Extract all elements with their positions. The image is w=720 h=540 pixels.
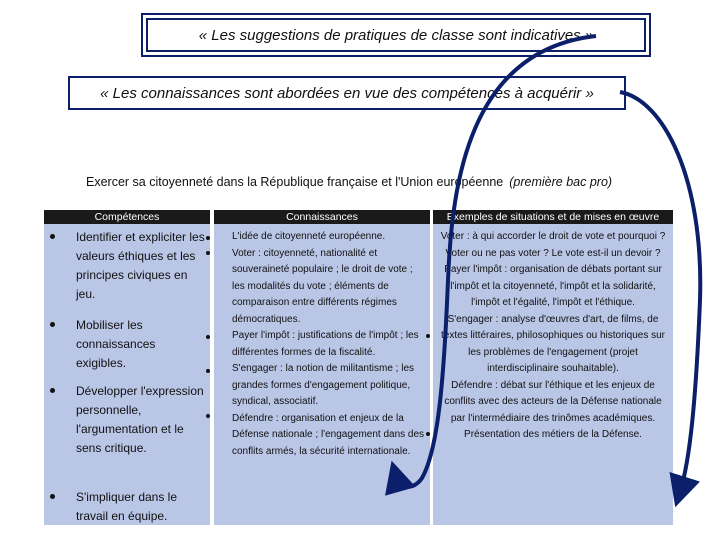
connaissance-item: Défendre : organisation et enjeux de la Défense nationale ; l'engagement dans des conflits armés, la sécurité internationale. bbox=[232, 412, 425, 457]
competence-text: S'impliquer dans le travail en équipe. bbox=[76, 490, 178, 523]
competence-text: Mobiliser les connaissances exigibles. bbox=[76, 318, 156, 370]
exemple-item: Défendre : débat sur l'éthique et les enjeux de conflits avec des acteurs de la Défense nationale par l'intermédiaire des trinômes académiques. Présentation des métiers de la Défense. bbox=[444, 379, 662, 440]
exemple-item: S'engager : analyse d'œuvres d'art, de films, de textes littéraires, philosophiques ou historiques sur les problèmes de l'engagement (projet interdisciplinaire souhaitable). bbox=[440, 313, 665, 374]
top-banner-text: « Les suggestions de pratiques de classe sont indicatives » bbox=[198, 26, 594, 44]
connaissance-item: Voter : citoyenneté, nationalité et souveraineté populaire ; le droit de vote ; les modalités du vote ; éléments de comparaison entre différents régimes démocratiques. bbox=[232, 247, 413, 325]
connaissance-item: Payer l'impôt : justifications de l'impôt ; les différentes formes de la fiscalité. bbox=[232, 330, 419, 358]
exemple-item: Payer l'impôt : organisation de débats portant sur l'impôt et la citoyenneté, l'impôt et la solidarité, l'impôt et l'égalité, l'impôt et l'éthique. bbox=[444, 264, 662, 308]
column-header-competences: Compétences bbox=[44, 210, 210, 224]
arrow-to-connaissances bbox=[396, 36, 596, 487]
arrow-to-exemples bbox=[620, 92, 700, 492]
competence-text: Identifier et expliciter les valeurs éthiques et les principes civiques en jeu. bbox=[76, 230, 205, 301]
connaissance-item: S'engager : la notion de militantisme ; les grandes formes d'engagement politique, syndical, associatif. bbox=[232, 363, 415, 407]
exemple-item: Voter : à qui accorder le droit de vote et pourquoi ? Voter ou ne pas voter ? Le vote est-il un devoir ? bbox=[440, 231, 666, 259]
second-banner-text: « Les connaissances sont abordées en vue des compétences à acquérir » bbox=[100, 84, 594, 102]
heading-title: Exercer sa citoyenneté dans la République française et l'Union européenne bbox=[86, 175, 504, 189]
connaissance-item: L'idée de citoyenneté européenne. bbox=[232, 231, 386, 242]
column-header-connaissances: Connaissances bbox=[214, 210, 430, 224]
column-header-exemples: Exemples de situations et de mises en œuvre bbox=[433, 210, 673, 224]
heading-subtitle: (première bac pro) bbox=[509, 175, 613, 189]
competence-text: Développer l'expression personnelle, l'argumentation et le sens critique. bbox=[76, 384, 204, 455]
